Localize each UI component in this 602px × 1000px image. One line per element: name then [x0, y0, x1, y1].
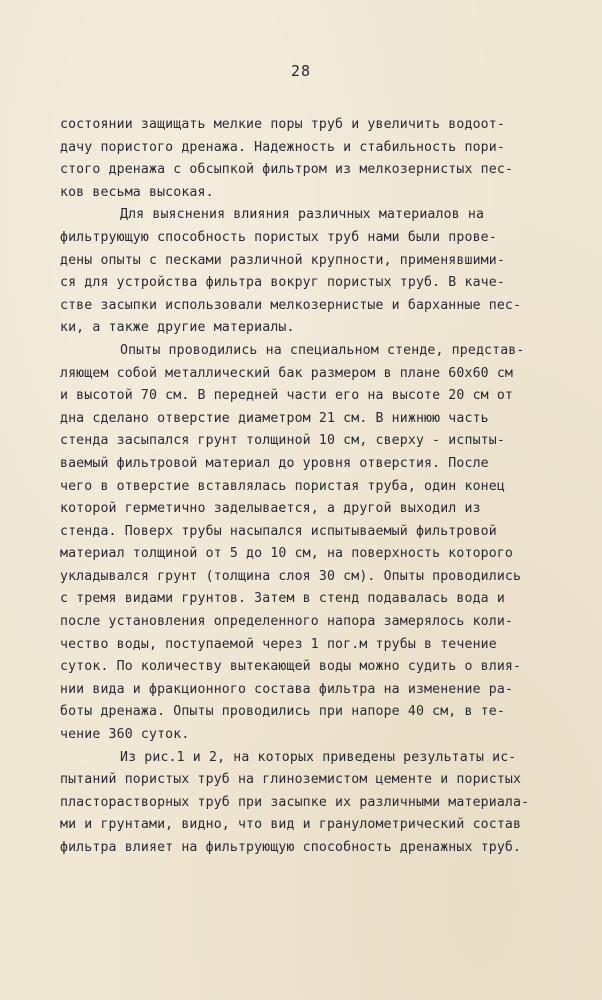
page-number: 28 — [290, 62, 312, 80]
text-line: Опыты проводились на специальном стенде, представ- — [120, 342, 525, 358]
text-line: ков весьма высокая. — [60, 184, 214, 200]
text-line: ся для устройства фильтра вокруг пористых труб. В каче- — [60, 275, 505, 291]
text-line: фильтрующую способность пористых труб нами были прове- — [60, 229, 497, 245]
text-line: чего в отверстие вставлялась пористая труба, один конец — [60, 478, 505, 494]
text-line: с тремя видами грунтов. Затем в стенд подавалась вода и — [60, 591, 505, 607]
text-line: боты дренажа. Опыты проводились при напоре 40 см, в те- — [60, 704, 505, 720]
text-line: дены опыты с песками различной крупности, применявшими- — [60, 252, 505, 268]
text-line: Из рис.1 и 2, на которых приведены результаты ис- — [120, 749, 517, 765]
text-line: и высотой 70 см. В передней части его на высоте 20 см от — [60, 388, 514, 404]
text-line: ляющем собой металлический бак размером в плане 60х60 см — [60, 365, 514, 381]
text-line: ваемый фильтровой материал до уровня отверстия. После — [60, 455, 489, 471]
text-line: стенда засыпался грунт толщиной 10 см, сверху - испыты- — [60, 433, 505, 449]
text-line: чество воды, поступаемой через 1 пог.м трубы в течение — [60, 636, 497, 652]
text-line: которой герметично заделывается, а другой выходил из — [60, 501, 481, 517]
text-line: дна сделано отверстие диаметром 21 см. В нижнюю часть — [60, 410, 489, 426]
text-line: состоянии защищать мелкие поры труб и увеличить водоот- — [60, 117, 505, 132]
paragraph-1 — [60, 114, 580, 204]
text-line: стенда. Поверх трубы насыпался испытываемый фильтровой — [60, 523, 497, 539]
text-line: после установления определенного напора замерялось коли- — [60, 614, 514, 630]
text-line: фильтра влияет на фильтрующую способность дренажных труб. — [60, 840, 522, 855]
text-line: пласторастворных труб при засыпке их различными материала- — [60, 794, 530, 810]
paragraph-4 — [60, 747, 580, 860]
text-line: укладывался грунт (толщина слоя 30 см). Опыты проводились — [60, 568, 522, 584]
text-line: стве засыпки использовали мелкозернистые и барханные пес- — [60, 297, 522, 313]
text-line: нии вида и фракционного состава фильтра на изменение ра- — [60, 681, 514, 697]
body-text — [60, 114, 580, 860]
text-line: чение 360 суток. — [60, 727, 190, 743]
paragraph-3 — [60, 340, 580, 747]
text-line: дачу пористого дренажа. Надежность и стабильность пори- — [60, 139, 505, 155]
text-line: стого дренажа с обсыпкой фильтром из мелкозернистых пес- — [60, 162, 514, 178]
text-line: ки, а также другие материалы. — [60, 320, 295, 336]
text-line: суток. По количеству вытекающей воды можно судить о влия- — [60, 659, 522, 675]
text-line: Для выяснения влияния различных материалов на — [120, 207, 485, 223]
paragraph-2 — [60, 204, 580, 340]
text-line: материал толщиной от 5 до 10 см, на поверхность которого — [60, 546, 514, 562]
text-line: пытаний пористых труб на глиноземистом цементе и пористых — [60, 772, 522, 788]
text-line: ми и грунтами, видно, что вид и гранулометрический состав — [60, 817, 522, 833]
